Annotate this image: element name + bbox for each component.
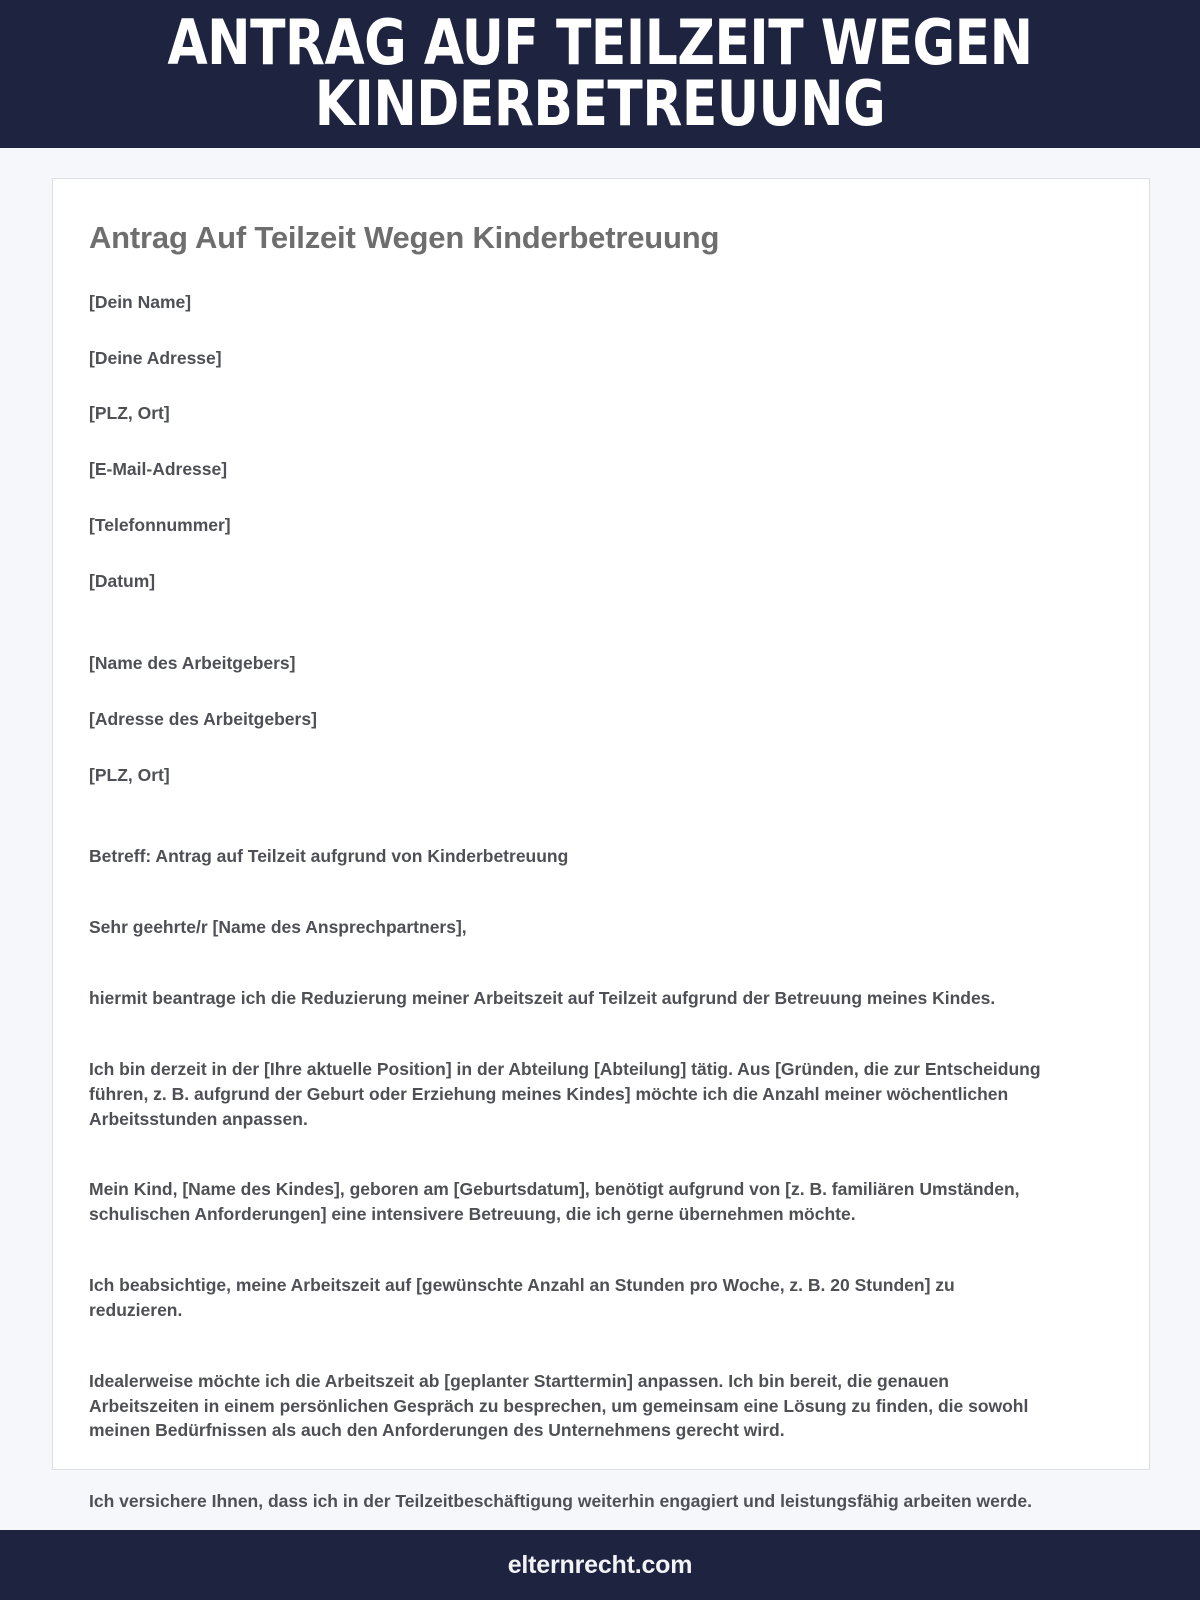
document-title: Antrag Auf Teilzeit Wegen Kinderbetreuung [89, 220, 720, 255]
body-paragraph-1: hiermit beantrage ich die Reduzierung meiner Arbeitszeit auf Teilzeit aufgrund der Betreuung meines Kindes. [89, 988, 996, 1009]
recipient-address-block [89, 651, 1111, 788]
recipient-name-line: [Name des Arbeitgebers] [89, 652, 296, 673]
body-paragraph-5: Idealerweise möchte ich die Arbeitszeit ab [geplanter Starttermin] anpassen. Ich bin bereit, die genauen Arbeitszeiten in einem persönlichen Gespräch zu besprechen, um gemeinsam eine Lösung zu finden, die sowohl meinen Bedürfnissen als auch den Anforderungen des Unternehmens gerecht wird. [89, 1370, 1029, 1441]
sender-street-line: [Deine Adresse] [89, 347, 222, 368]
page-body [0, 148, 1200, 1512]
sender-date-line: [Datum] [89, 570, 156, 591]
page-footer-banner [0, 1530, 1200, 1600]
footer-site-name: elternrecht.com [507, 1550, 693, 1579]
recipient-street-line: [Adresse des Arbeitgebers] [89, 708, 317, 729]
subject-line: Betreff: Antrag auf Teilzeit aufgrund von Kinderbetreuung [89, 846, 569, 867]
body-paragraph-3: Mein Kind, [Name des Kindes], geboren am [Geburtsdatum], benötigt aufgrund von [z. B. familiären Umständen, schulischen Anforderungen] eine intensivere Betreuung, die ich gerne übernehmen möchte. [89, 1179, 1020, 1225]
salutation-line: Sehr geehrte/r [Name des Ansprechpartners], [89, 917, 467, 938]
document-card [52, 178, 1150, 1512]
sender-city-line: [PLZ, Ort] [89, 403, 170, 424]
recipient-city-line: [PLZ, Ort] [89, 764, 170, 785]
sender-email-line: [E-Mail-Adresse] [89, 459, 228, 480]
letter-body [89, 986, 1111, 1514]
banner-title: ANTRAG AUF TEILZEIT WEGEN KINDERBETREUUNG [167, 6, 1033, 140]
body-paragraph-4: Ich beabsichtige, meine Arbeitszeit auf [gewünschte Anzahl an Stunden pro Woche, z. B. 20 Stunden] zu reduzieren. [89, 1275, 955, 1320]
page-header-banner [0, 0, 1200, 148]
sender-phone-line: [Telefonnummer] [89, 515, 231, 536]
sender-name-line: [Dein Name] [89, 291, 192, 312]
body-paragraph-2: Ich bin derzeit in der [Ihre aktuelle Position] in der Abteilung [Abteilung] tätig. Aus [Gründen, die zur Entscheidung führen, z. B. aufgrund der Geburt oder Erziehung meines Kindes] möchte ich die Anzahl meiner wöchentlichen Arbeitsstunden anpassen. [89, 1058, 1041, 1129]
body-paragraph-6: Ich versichere Ihnen, dass ich in der Teilzeitbeschäftigung weiterhin engagiert und leistungsfähig arbeiten werde. [89, 1491, 1032, 1512]
sender-address-block [89, 290, 1111, 594]
